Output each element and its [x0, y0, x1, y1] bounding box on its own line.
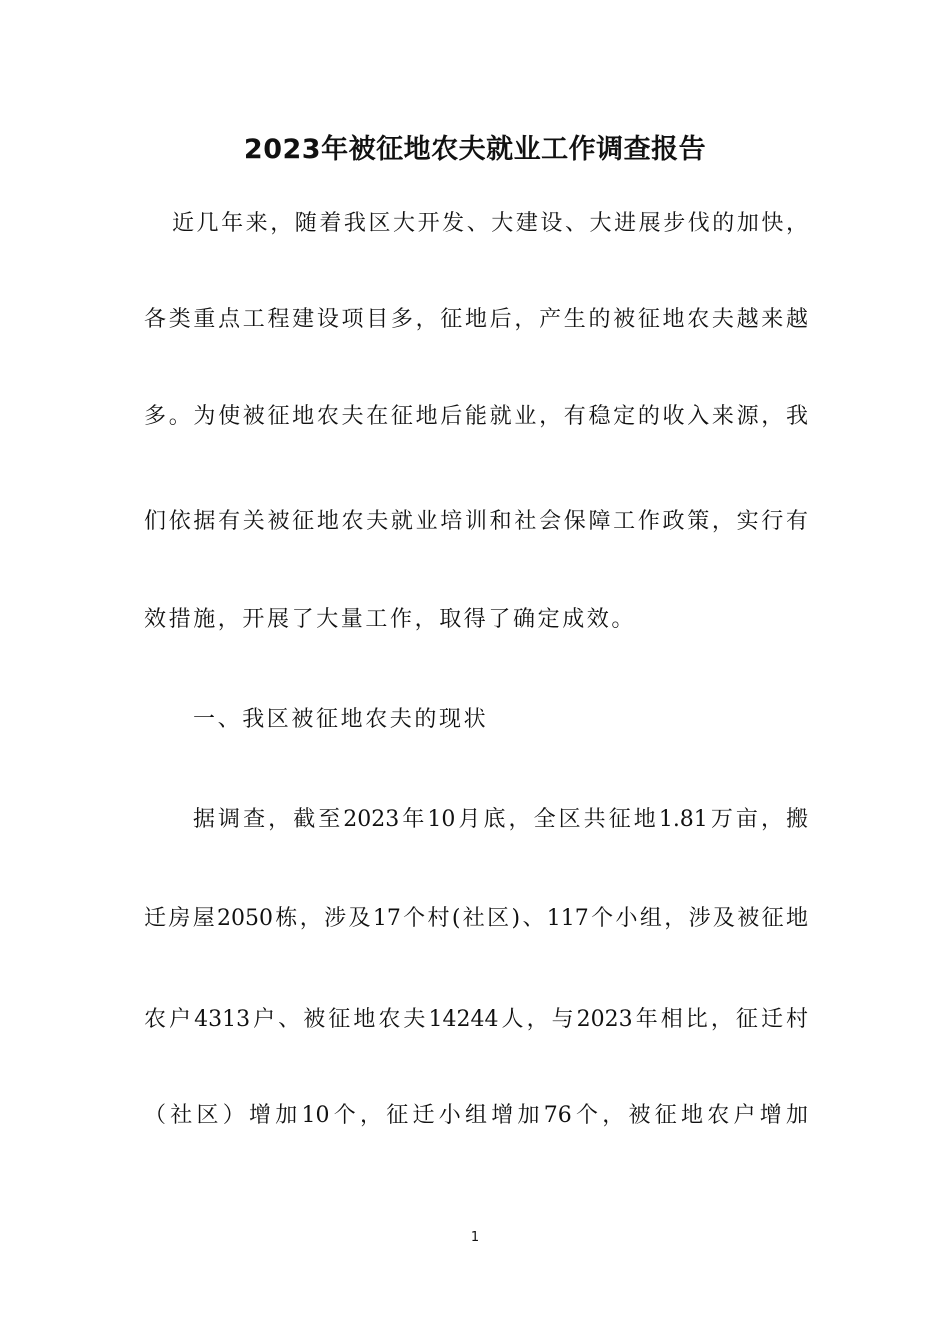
paragraph-line-7: 迁房屋2050栋，涉及17个村(社区)、117个小组，涉及被征地 [144, 906, 808, 931]
paragraph-line-5: 效措施，开展了大量工作，取得了确定成效。 [144, 607, 637, 632]
paragraph-line-3: 多。为使被征地农夫在征地后能就业，有稳定的收入来源，我 [144, 404, 808, 429]
page-number: 1 [470, 1230, 480, 1245]
section-heading: 一、我区被征地农夫的现状 [193, 707, 489, 732]
paragraph-line-9: （社区）增加10个，征迁小组增加76个，被征地农户增加 [144, 1103, 808, 1128]
paragraph-line-8: 农户4313户、被征地农夫14244人，与2023年相比，征迁村 [144, 1007, 808, 1032]
paragraph-line-6: 据调查，截至2023年10月底，全区共征地1.81万亩，搬 [193, 807, 808, 832]
paragraph-line-4: 们依据有关被征地农夫就业培训和社会保障工作政策，实行有 [144, 509, 808, 534]
paragraph-line-2: 各类重点工程建设项目多，征地后，产生的被征地农夫越来越 [144, 307, 808, 332]
paragraph-line-1: 近几年来，随着我区大开发、大建设、大进展步伐的加快， [172, 211, 808, 236]
document-title: 2023年被征地农夫就业工作调查报告 [243, 134, 707, 165]
